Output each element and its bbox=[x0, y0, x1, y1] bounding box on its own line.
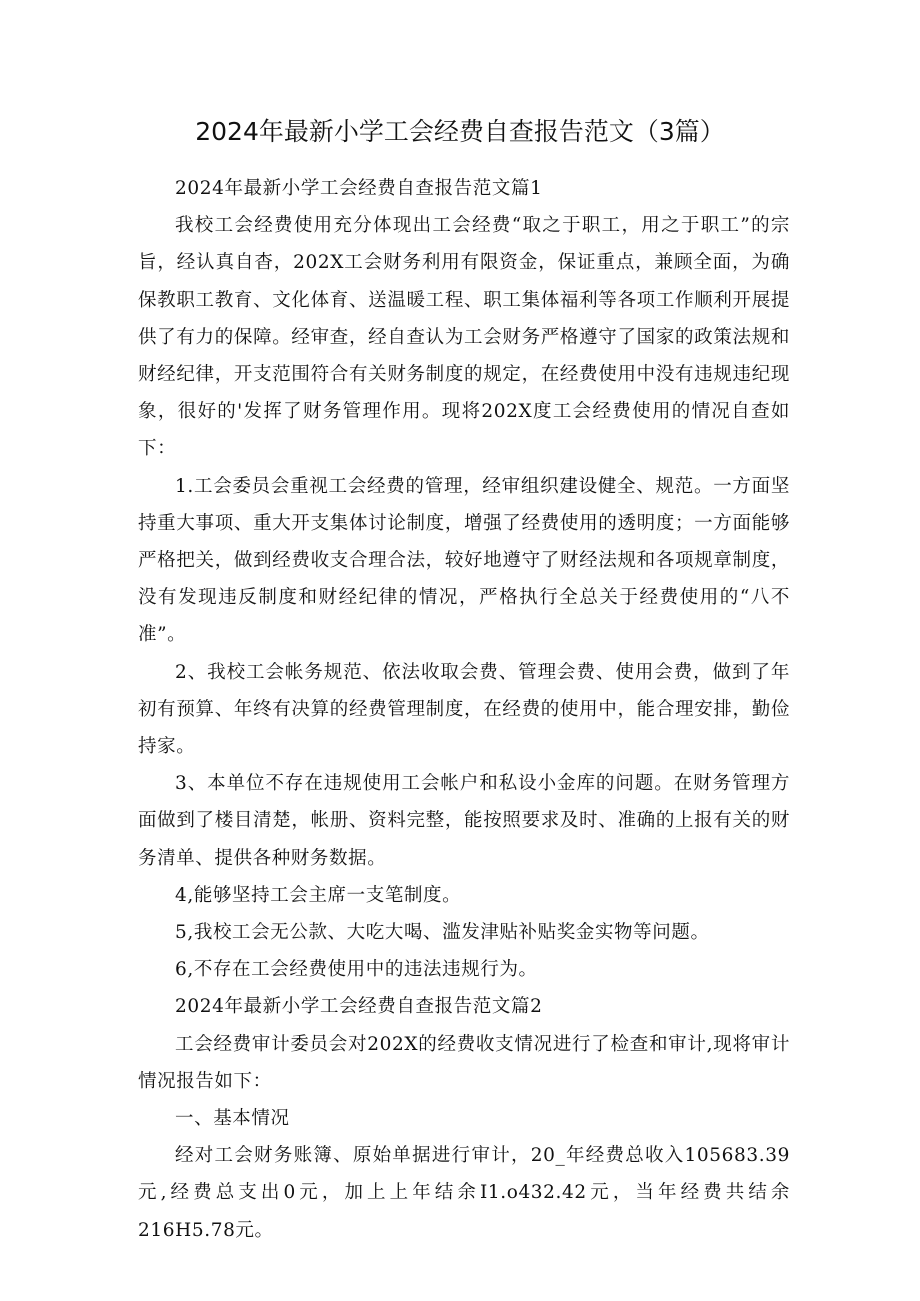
paragraph-item-1: 1.工会委员会重视工会经费的管理，经审组织建设健全、规范。一方面坚持重大事项、重大开支集体讨论制度，增强了经费使用的透明度；一方面能够严格把关，做到经费收支合理合法，较好地遵守了财经法规和各项规章制度，没有发现违反制度和财经纪律的情况，严格执行全总关于经费使用的“八不准”。 bbox=[138, 475, 790, 646]
paragraph-item-3: 3、本单位不存在违规使用工会帐户和私设小金库的问题。在财务管理方面做到了楼目清楚，帐册、资料完整，能按照要求及时、准确的上报有关的财务清单、提供各种财务数据。 bbox=[138, 773, 790, 869]
subheading-basic-info: 一、基本情况 bbox=[175, 1108, 290, 1130]
paragraph-basic-info: 经对工会财务账簿、原始单据进行审计，20_年经费总收入105683.39元,经费总支出0元，加上上年结余I1.o432.42元，当年经费共结余216H5.78元。 bbox=[138, 1145, 790, 1241]
paragraph-audit-intro: 工会经费审计委员会对202X的经费收支情况进行了检查和审计,现将审计情况报告如下： bbox=[138, 1033, 790, 1092]
paragraph-item-2: 2、我校工会帐务规范、依法收取会费、管理会费、使用会费，做到了年初有预算、年终有决算的经费管理制度，在经费的使用中，能合理安排，勤俭持家。 bbox=[138, 661, 790, 758]
section-heading-2: 2024年最新小学工会经费自查报告范文篇2 bbox=[175, 996, 543, 1018]
paragraph-item-5: 5,我校工会无公款、大吃大喝、滥发津贴补贴奖金实物等问题。 bbox=[175, 922, 710, 944]
document-title: 2024年最新小学工会经费自查报告范文（3篇） bbox=[195, 117, 725, 146]
section-heading-1: 2024年最新小学工会经费自查报告范文篇1 bbox=[175, 178, 543, 199]
document-body bbox=[138, 170, 790, 1249]
paragraph-item-6: 6,不存在工会经费使用中的违法违规行为。 bbox=[175, 959, 538, 981]
paragraph-intro: 我校工会经费使用充分体现出工会经费“取之于职工，用之于职工”的宗旨，经认真自杳，202X工会财务利用有限资金，保证重点，兼顾全面，为确保教职工教育、文化体育、送温暖工程、职工集体福利等各项工作顺利开展提供了有力的保障。经审查，经自查认为工会财务严格遵守了国家的政策法规和财经纪律，开支范围符合有关财务制度的规定，在经费使用中没有违规违纪现象，很好的'发挥了财务管理作用。现将202X度工会经费使用的情况自查如下： bbox=[138, 215, 790, 460]
paragraph-item-4: 4,能够坚持工会主席一支笔制度。 bbox=[175, 884, 462, 906]
